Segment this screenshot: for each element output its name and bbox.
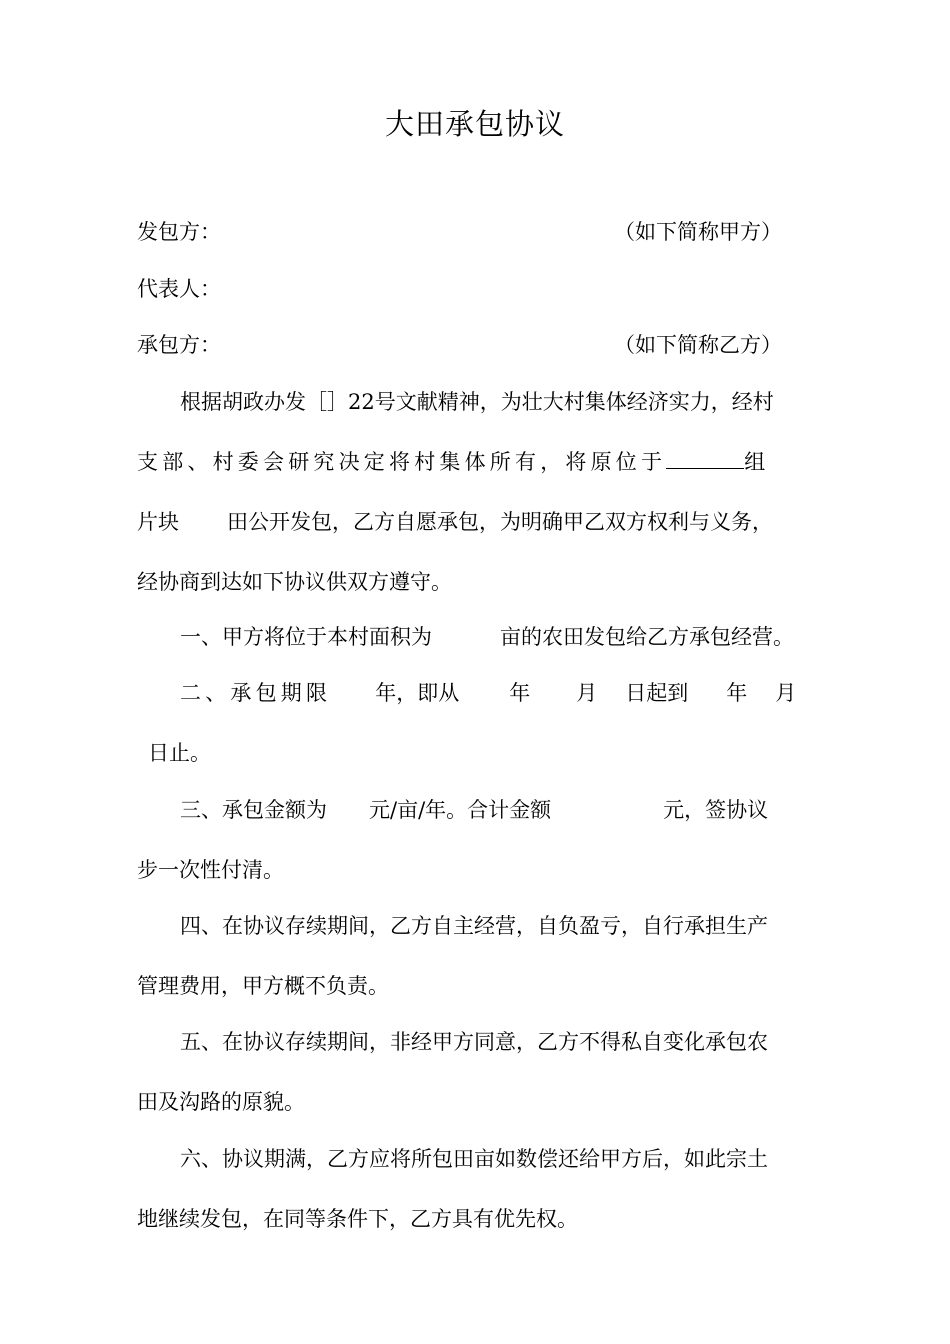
clause-1 — [180, 622, 817, 652]
clause-2 — [180, 678, 817, 708]
clause-2-text-a: 二、承包期限 — [180, 681, 332, 705]
intro-line-4: 经协商到达如下协议供双方遵守。 — [137, 570, 452, 594]
clause-5-line-2: 田及沟路的原貌。 — [137, 1090, 305, 1114]
clause-2-text-f: 年 — [726, 681, 748, 705]
clause-5-line-1: 五、在协议存续期间，非经甲方同意，乙方不得私自变化承包农 — [180, 1030, 768, 1054]
clause-2-text-g: 月 — [775, 681, 797, 705]
clause-6-line-2: 地继续发包，在同等条件下，乙方具有优先权。 — [137, 1207, 578, 1231]
clause-2-text-c: 年 — [509, 681, 531, 705]
intro-line-2-end: 组 — [744, 450, 766, 474]
intro-line-3-text: 田公开发包，乙方自愿承包，为明确甲乙双方权利与义务， — [227, 510, 773, 534]
intro-line-2 — [137, 447, 817, 477]
intro-line-3-start: 片块 — [137, 510, 179, 534]
intro-line-3 — [137, 507, 817, 537]
clause-4-line-2: 管理费用，甲方概不负责。 — [137, 974, 389, 998]
party-a-note: （如下简称甲方） — [614, 220, 782, 244]
clause-2-end: 日止。 — [148, 741, 211, 765]
document-title: 大田承包协议 — [384, 107, 565, 141]
intro-line-2-text: 支部、村委会研究决定将村集体所有，将原位于 — [137, 450, 667, 474]
clause-3 — [180, 795, 817, 825]
party-b-note: （如下简称乙方） — [614, 333, 782, 357]
clause-2-text-d: 月 — [576, 681, 598, 705]
clause-3-text-c: 元，签协议 — [663, 798, 769, 822]
representative-label: 代表人： — [137, 277, 221, 301]
clause-1-text-a: 一、甲方将位于本村面积为 — [180, 625, 432, 649]
clause-1-text-b: 亩的农田发包给乙方承包经营。 — [500, 625, 794, 649]
party-a-label: 发包方： — [137, 220, 221, 244]
clause-3-text-b: 元/亩/年。合计金额 — [369, 798, 552, 822]
group-blank — [666, 448, 744, 469]
clause-2-text-b: 年，即从 — [375, 681, 460, 705]
intro-line-1: 根据胡政办发［］22号文献精神，为壮大村集体经济实力，经村 — [180, 390, 774, 414]
clause-2-text-e: 日起到 — [625, 681, 689, 705]
clause-3-end: 步一次性付清。 — [137, 858, 284, 882]
clause-3-text-a: 三、承包金额为 — [180, 798, 327, 822]
clause-4-line-1: 四、在协议存续期间，乙方自主经营，自负盈亏，自行承担生产 — [180, 914, 768, 938]
party-b-label: 承包方： — [137, 333, 221, 357]
clause-6-line-1: 六、协议期满，乙方应将所包田亩如数偿还给甲方后，如此宗土 — [180, 1147, 768, 1171]
